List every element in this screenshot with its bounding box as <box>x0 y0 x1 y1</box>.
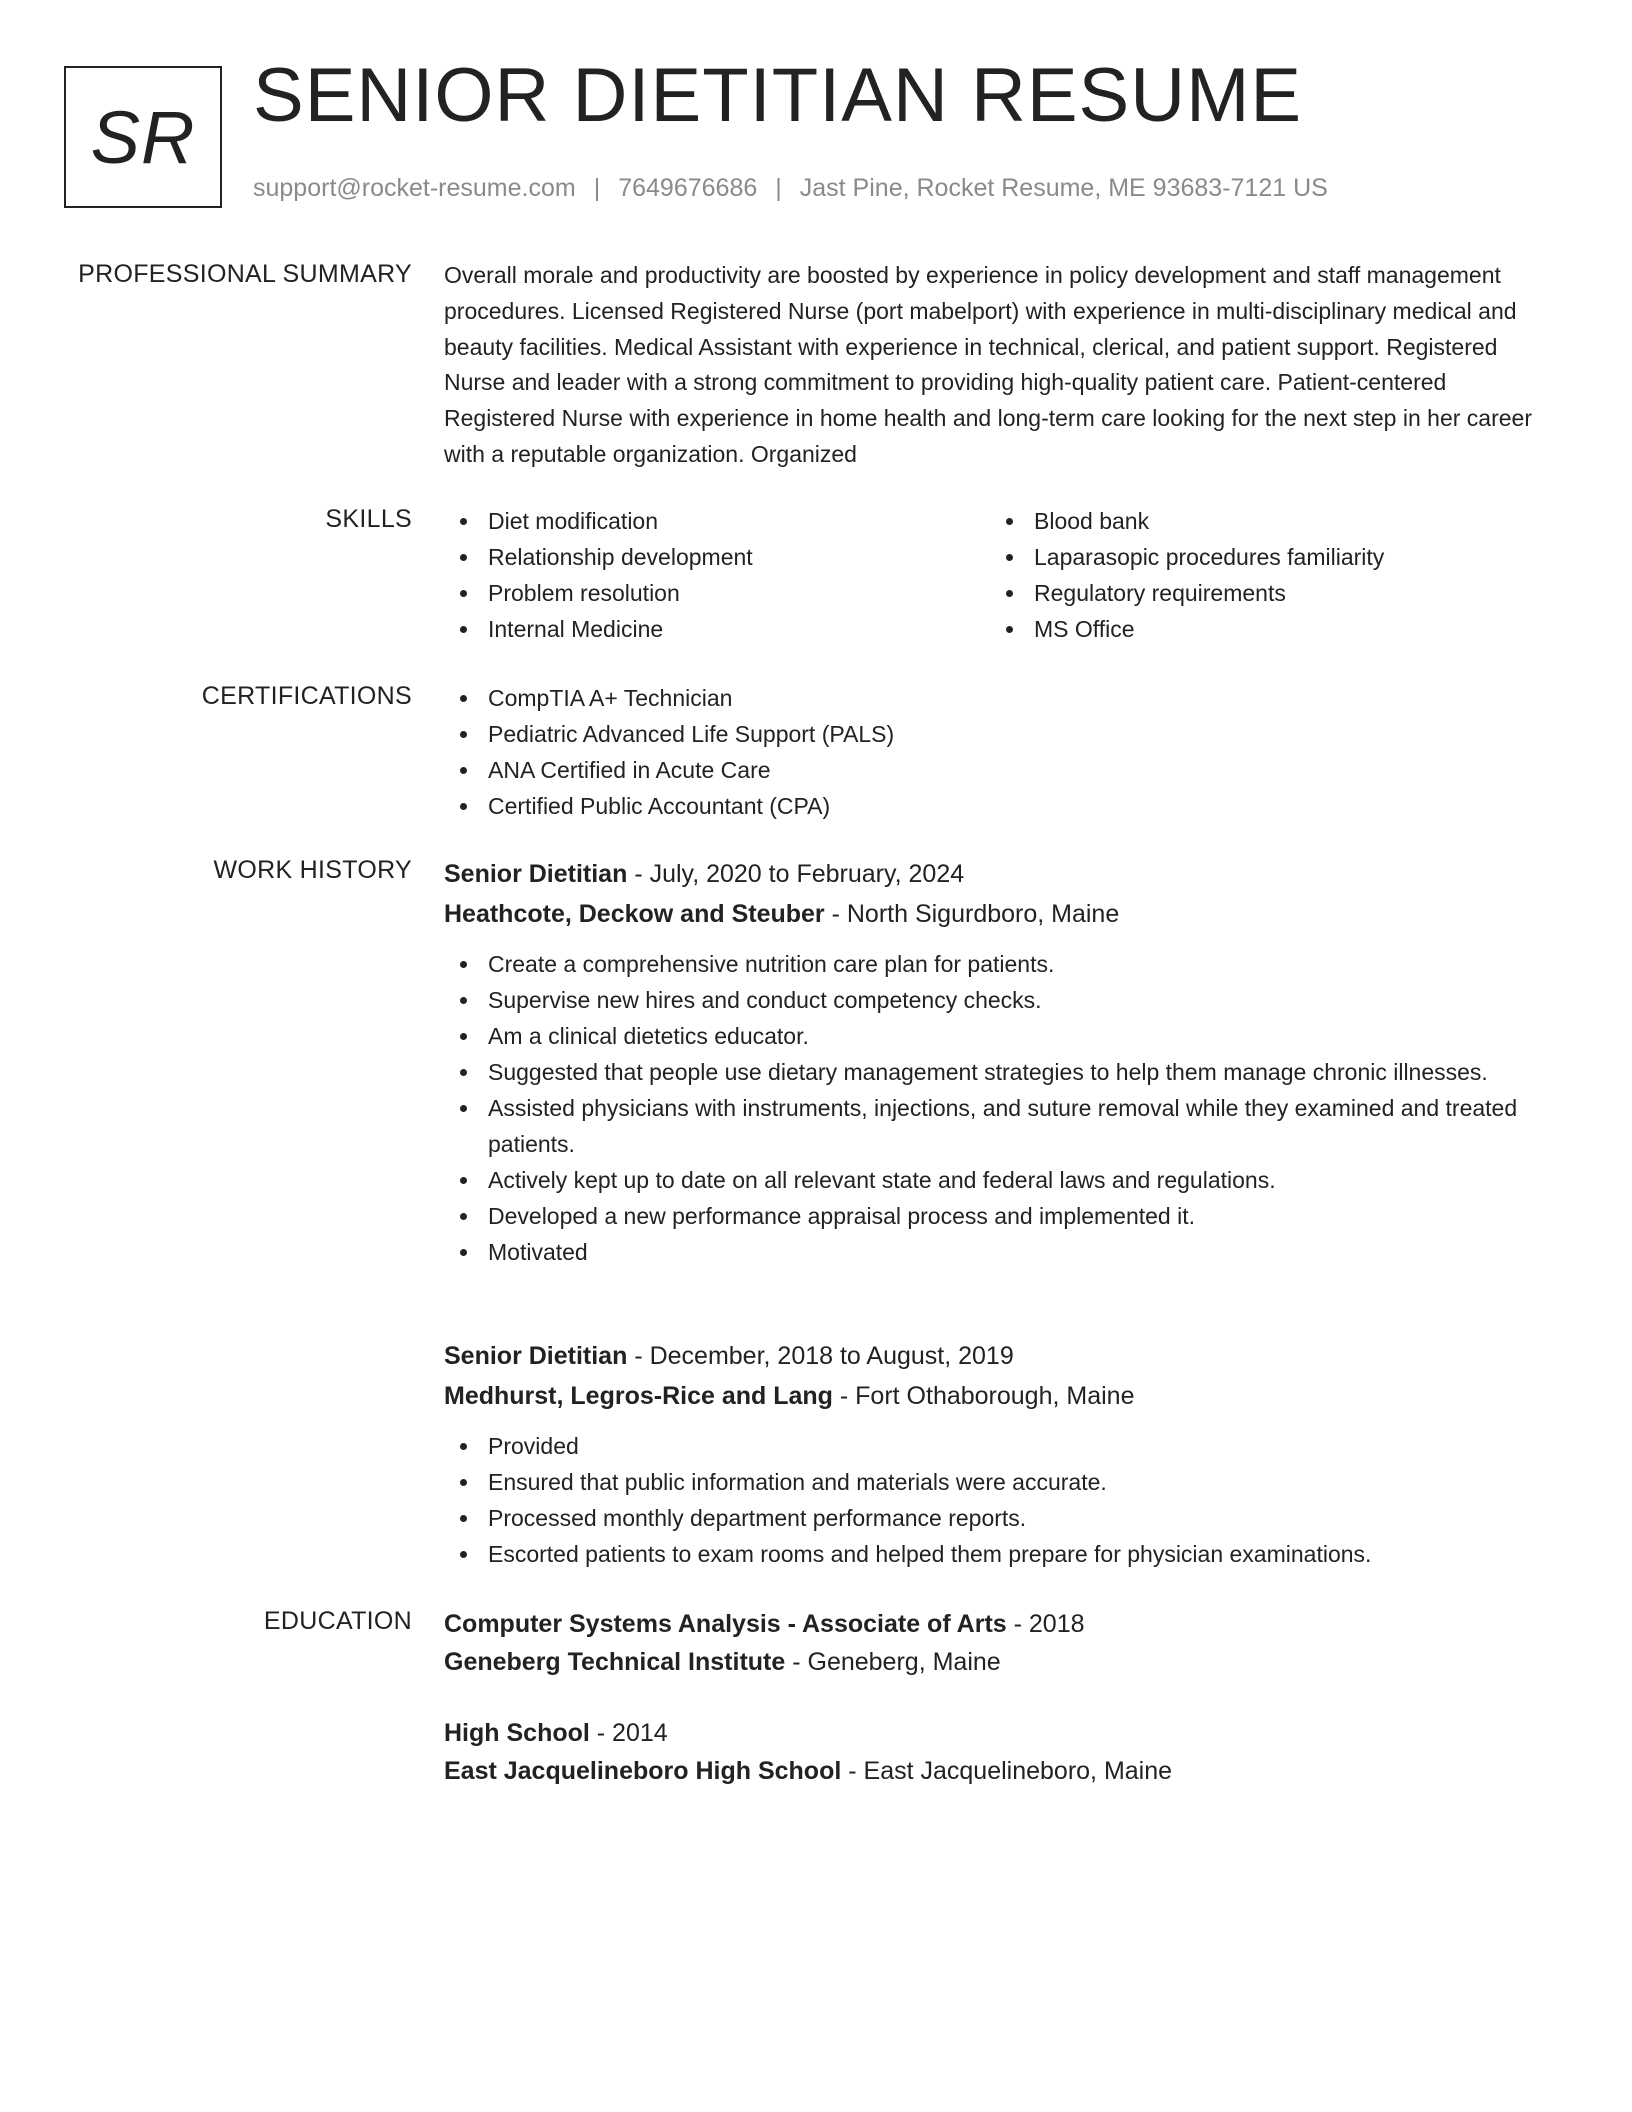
job-duties-list <box>444 1428 1554 1572</box>
list-item: Laparasopic procedures familiarity <box>990 539 1536 575</box>
list-item: Actively kept up to date on all relevant state and federal laws and regulations. <box>444 1162 1554 1198</box>
degree-line <box>444 1714 1554 1752</box>
contact-email: support@rocket-resume.com <box>253 174 576 202</box>
job-title-line <box>444 854 1554 894</box>
list-item: Pediatric Advanced Life Support (PALS) <box>444 716 1554 752</box>
list-item: Processed monthly department performance reports. <box>444 1500 1554 1536</box>
skills-list-right <box>990 503 1536 647</box>
contact-separator: | <box>775 174 782 202</box>
section-heading: EDUCATION <box>263 1607 412 1635</box>
job-entry <box>444 1336 1554 1572</box>
school-name: Geneberg Technical Institute <box>444 1648 786 1676</box>
job-dates: - July, 2020 to February, 2024 <box>627 860 965 888</box>
job-entry <box>444 854 1554 1270</box>
school-location: - Geneberg, Maine <box>785 1648 1001 1676</box>
contact-phone: 7649676686 <box>618 174 758 202</box>
skills-list-left <box>444 503 990 647</box>
list-item: Supervise new hires and conduct competency checks. <box>444 982 1554 1018</box>
section-heading: WORK HISTORY <box>213 856 412 884</box>
job-dates: - December, 2018 to August, 2019 <box>627 1342 1014 1370</box>
degree-name: High School <box>444 1719 590 1747</box>
contact-line <box>253 176 1328 201</box>
list-item: Ensured that public information and materials were accurate. <box>444 1464 1554 1500</box>
list-item: Internal Medicine <box>444 611 990 647</box>
list-item: ANA Certified in Acute Care <box>444 752 1554 788</box>
employer-location: - North Sigurdboro, Maine <box>824 900 1120 928</box>
list-item: Motivated <box>444 1234 1554 1270</box>
job-title: Senior Dietitian <box>444 1342 628 1370</box>
list-item: Relationship development <box>444 539 990 575</box>
employer-name: Medhurst, Legros-Rice and Lang <box>444 1382 833 1410</box>
skills-body <box>444 503 1554 647</box>
page-title: SENIOR DIETITIAN RESUME <box>253 53 1303 138</box>
section-heading: PROFESSIONAL SUMMARY <box>78 260 412 288</box>
certifications-list <box>444 680 1554 824</box>
list-item: Blood bank <box>990 503 1536 539</box>
school-line <box>444 1752 1554 1790</box>
education-entry <box>444 1605 1554 1681</box>
degree-name: Computer Systems Analysis - Associate of Arts <box>444 1610 1007 1638</box>
list-item: Certified Public Accountant (CPA) <box>444 788 1554 824</box>
list-item: Am a clinical dietetics educator. <box>444 1018 1554 1054</box>
contact-address: Jast Pine, Rocket Resume, ME 93683-7121 US <box>799 174 1328 202</box>
school-line <box>444 1643 1554 1681</box>
list-item: Suggested that people use dietary management strategies to help them manage chronic illnesses. <box>444 1054 1554 1090</box>
job-title-line <box>444 1336 1554 1376</box>
employer-line <box>444 1376 1554 1416</box>
education-body <box>444 1605 1554 1790</box>
contact-separator: | <box>593 174 601 202</box>
list-item: CompTIA A+ Technician <box>444 680 1554 716</box>
job-duties-list <box>444 946 1554 1270</box>
list-item: Assisted physicians with instruments, injections, and suture removal while they examined and treated patients. <box>444 1090 1554 1162</box>
summary-text: Overall morale and productivity are boosted by experience in policy development and staff management procedures. Licensed Registered Nurse (port mabelport) with experience in multi-disciplinary medical and beauty facilities. Medical Assistant with experience in technical, clerical, and patient support. Registered Nurse and leader with a strong commitment to providing high-quality patient care. Patient-centered Registered Nurse with experience in home health and long-term care looking for the next step in her career with a reputable organization. Organized <box>444 262 1532 467</box>
degree-line <box>444 1605 1554 1643</box>
summary-body <box>444 258 1554 473</box>
list-item: Provided <box>444 1428 1554 1464</box>
list-item: Problem resolution <box>444 575 990 611</box>
education-entry <box>444 1714 1554 1790</box>
monogram-logo: SR <box>64 66 222 208</box>
employer-name: Heathcote, Deckow and Steuber <box>444 900 825 928</box>
list-item: Regulatory requirements <box>990 575 1536 611</box>
section-heading: CERTIFICATIONS <box>201 682 412 710</box>
section-heading: SKILLS <box>325 505 412 533</box>
job-title: Senior Dietitian <box>444 860 628 888</box>
list-item: Create a comprehensive nutrition care plan for patients. <box>444 946 1554 982</box>
degree-year: - 2014 <box>589 1719 668 1747</box>
list-item: MS Office <box>990 611 1536 647</box>
school-location: - East Jacquelineboro, Maine <box>841 1757 1173 1785</box>
employer-line <box>444 894 1554 934</box>
degree-year: - 2018 <box>1006 1610 1085 1638</box>
list-item: Diet modification <box>444 503 990 539</box>
list-item: Escorted patients to exam rooms and helped them prepare for physician examinations. <box>444 1536 1554 1572</box>
school-name: East Jacquelineboro High School <box>444 1757 842 1785</box>
work-history-body <box>444 854 1554 1567</box>
list-item: Developed a new performance appraisal process and implemented it. <box>444 1198 1554 1234</box>
employer-location: - Fort Othaborough, Maine <box>832 1382 1135 1410</box>
certifications-body <box>444 680 1554 824</box>
